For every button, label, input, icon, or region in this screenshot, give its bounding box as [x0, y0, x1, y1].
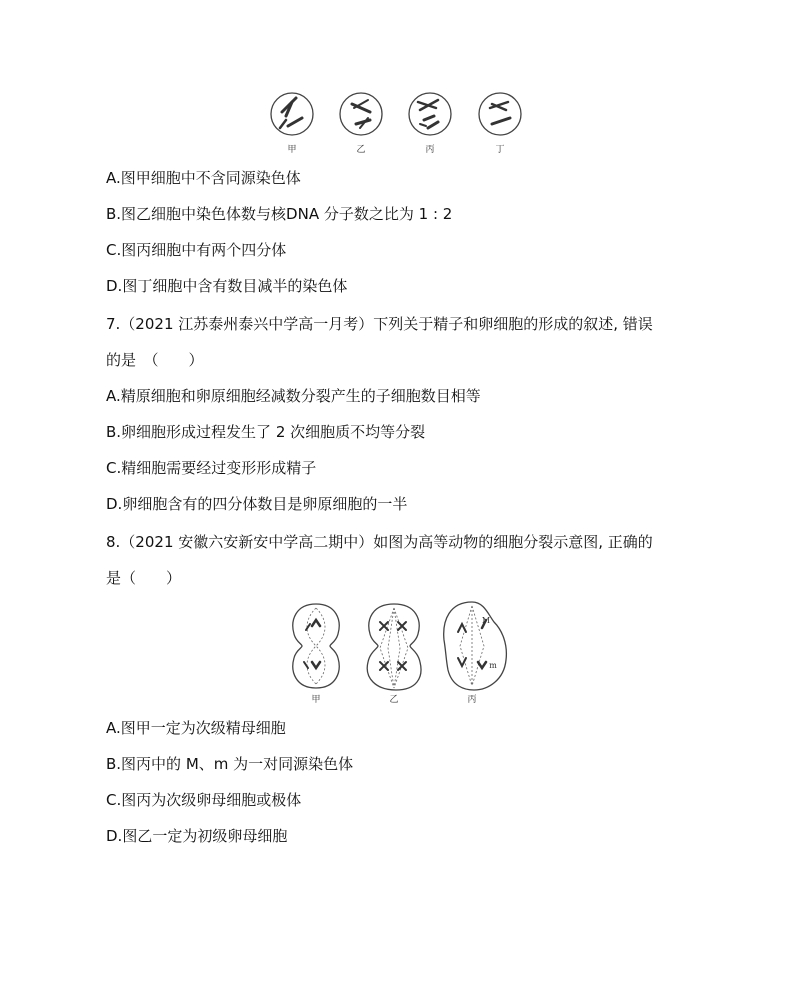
q6-option-c: C.图丙细胞中有两个四分体 — [106, 241, 287, 259]
q8-option-c: C.图丙为次级卵母细胞或极体 — [106, 791, 302, 809]
figure-cells-2 — [284, 600, 524, 692]
q7-option-a: A.精原细胞和卵原细胞经减数分裂产生的子细胞数目相等 — [106, 387, 481, 405]
cell2-bing — [444, 602, 507, 690]
q7-stem-line2: 的是 （ ） — [106, 351, 204, 369]
cell-bing — [409, 93, 451, 135]
figure1-label-jia: 甲 — [287, 145, 297, 155]
q8-option-b: B.图丙中的 M、m 为一对同源染色体 — [106, 755, 354, 773]
q7-option-d: D.卵细胞含有的四分体数目是卵原细胞的一半 — [106, 495, 408, 513]
cell-ding — [479, 93, 521, 135]
figure1-label-ding: 丁 — [495, 145, 505, 155]
cell-yi — [340, 93, 382, 135]
figure2-label-jia: 甲 — [311, 695, 321, 705]
q8-option-d: D.图乙一定为初级卵母细胞 — [106, 827, 288, 845]
cell2-yi — [367, 604, 421, 690]
chrom-label-m: m — [489, 661, 497, 670]
figure2-label-bing: 丙 — [467, 695, 477, 705]
figure-cells-1 — [268, 90, 528, 140]
figure2-label-yi: 乙 — [389, 695, 399, 705]
q6-option-d: D.图丁细胞中含有数目减半的染色体 — [106, 277, 348, 295]
cell-jia — [271, 93, 313, 135]
figure1-label-bing: 丙 — [425, 145, 435, 155]
q6-option-b: B.图乙细胞中染色体数与核DNA 分子数之比为 1 : 2 — [106, 205, 453, 223]
cell2-jia — [293, 604, 339, 688]
q6-option-a: A.图甲细胞中不含同源染色体 — [106, 169, 301, 187]
figure1-label-yi: 乙 — [356, 145, 366, 155]
q8-stem-line1: 8.（2021 安徽六安新安中学高二期中）如图为高等动物的细胞分裂示意图, 正确的 — [106, 533, 653, 551]
q8-option-a: A.图甲一定为次级精母细胞 — [106, 719, 286, 737]
q7-option-c: C.精细胞需要经过变形形成精子 — [106, 459, 317, 477]
q7-option-b: B.卵细胞形成过程发生了 2 次细胞质不均等分裂 — [106, 423, 426, 441]
q8-stem-line2: 是（ ） — [106, 569, 182, 587]
q7-stem-line1: 7.（2021 江苏泰州泰兴中学高一月考）下列关于精子和卵细胞的形成的叙述, 错误 — [106, 315, 653, 333]
chrom-label-M: M — [481, 616, 491, 625]
